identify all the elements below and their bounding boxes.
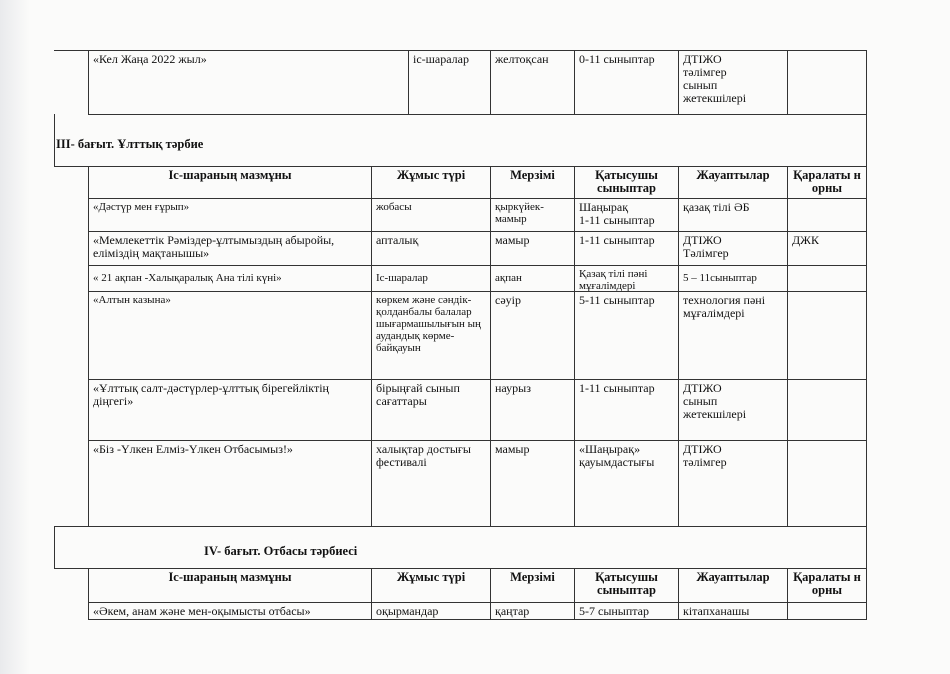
cell-responsible: ДТІЖО сынып жетекшілері: [678, 379, 788, 441]
cell-type: жобасы: [371, 198, 491, 232]
cell-place: [787, 440, 867, 527]
section-title: ІІІ- бағыт. Ұлттық тәрбие: [56, 137, 204, 151]
scan-edge-shadow: [0, 0, 30, 674]
cell-type: көркем және сәндік-қолданбалы балалар шығармашылығын ың аудандық көрме-байқауын: [371, 291, 491, 380]
cell-content: «Біз -Үлкен Елміз-Үлкен Отбасымыз!»: [88, 440, 372, 527]
cell-date: желтоқсан: [490, 50, 575, 115]
cell-participants: 5-7 сыныптар: [574, 602, 679, 620]
cell-date: мамыр: [490, 440, 575, 527]
header-participants: Қатысушы сыныптар: [574, 568, 679, 603]
cell-place: [787, 265, 867, 292]
header-content: Іс-шараның мазмұны: [88, 166, 372, 199]
cell-responsible: ДТІЖО тәлімгер сынып жетекшілері: [678, 50, 788, 115]
cell-responsible: 5 – 11сыныптар: [678, 265, 788, 292]
cell-place: [787, 291, 867, 380]
cell-participants: Қазақ тілі пәні мұғалімдері: [574, 265, 679, 292]
cell-date: сәуір: [490, 291, 575, 380]
header-type: Жұмыс түрі: [371, 568, 491, 603]
cell-participants: 1-11 сыныптар: [574, 231, 679, 266]
cell-participants: «Шаңырақ» қауымдастығы: [574, 440, 679, 527]
cell-participants: 5-11 сыныптар: [574, 291, 679, 380]
cell-type: Іс-шаралар: [371, 265, 491, 292]
cell-type: іс-шаралар: [408, 50, 491, 115]
cell-responsible: қазақ тілі ӘБ: [678, 198, 788, 232]
section-title: ІV- бағыт. Отбасы тәрбиесі: [204, 544, 358, 558]
section-band: [54, 526, 867, 569]
header-type: Жұмыс түрі: [371, 166, 491, 199]
cell-participants: Шаңырақ 1-11 сыныптар: [574, 198, 679, 232]
cell-participants: 1-11 сыныптар: [574, 379, 679, 441]
header-content: Іс-шараның мазмұны: [88, 568, 372, 603]
cell-place: [787, 198, 867, 232]
cell-content: «Дәстүр мен ғұрып»: [88, 198, 372, 232]
header-place: Қаралаты н орны: [787, 166, 867, 199]
header-responsible: Жауаптылар: [678, 568, 788, 603]
cell-type: халықтар достығы фестивалі: [371, 440, 491, 527]
cell-content: «Мемлекеттік Рәміздер-ұлтымыздың абыройы, еліміздің мақтанышы»: [88, 231, 372, 266]
header-date: Мерзімі: [490, 166, 575, 199]
cell-content: «Алтын казына»: [88, 291, 372, 380]
cell-place: [787, 50, 867, 115]
cell-content: «Кел Жаңа 2022 жыл»: [88, 50, 409, 115]
cell-date: қаңтар: [490, 602, 575, 620]
cell-date: ақпан: [490, 265, 575, 292]
cell-responsible: ДТІЖО Тәлімгер: [678, 231, 788, 266]
cell-date: мамыр: [490, 231, 575, 266]
cell-content: « 21 ақпан -Халықаралық Ана тілі күні»: [88, 265, 372, 292]
cell-place: ДЖК: [787, 231, 867, 266]
cell-type: оқырмандар: [371, 602, 491, 620]
cell-type: бірыңғай сынып сағаттары: [371, 379, 491, 441]
header-place: Қаралаты н орны: [787, 568, 867, 603]
cell-participants: 0-11 сыныптар: [574, 50, 679, 115]
header-participants: Қатысушы сыныптар: [574, 166, 679, 199]
cell-responsible: ДТІЖО тәлімгер: [678, 440, 788, 527]
cell-date: наурыз: [490, 379, 575, 441]
cell-type: апталық: [371, 231, 491, 266]
cell-place: [787, 379, 867, 441]
cell-content: «Әкем, анам және мен-оқымысты отбасы»: [88, 602, 372, 620]
cell-date: қыркүйек-мамыр: [490, 198, 575, 232]
cell-place: [787, 602, 867, 620]
header-date: Мерзімі: [490, 568, 575, 603]
cell-responsible: кітапханашы: [678, 602, 788, 620]
cell-responsible: технология пәні мұғалімдері: [678, 291, 788, 380]
header-responsible: Жауаптылар: [678, 166, 788, 199]
cell-content: «Ұлттық салт-дәстүрлер-ұлттық бірегейліктің діңгегі»: [88, 379, 372, 441]
